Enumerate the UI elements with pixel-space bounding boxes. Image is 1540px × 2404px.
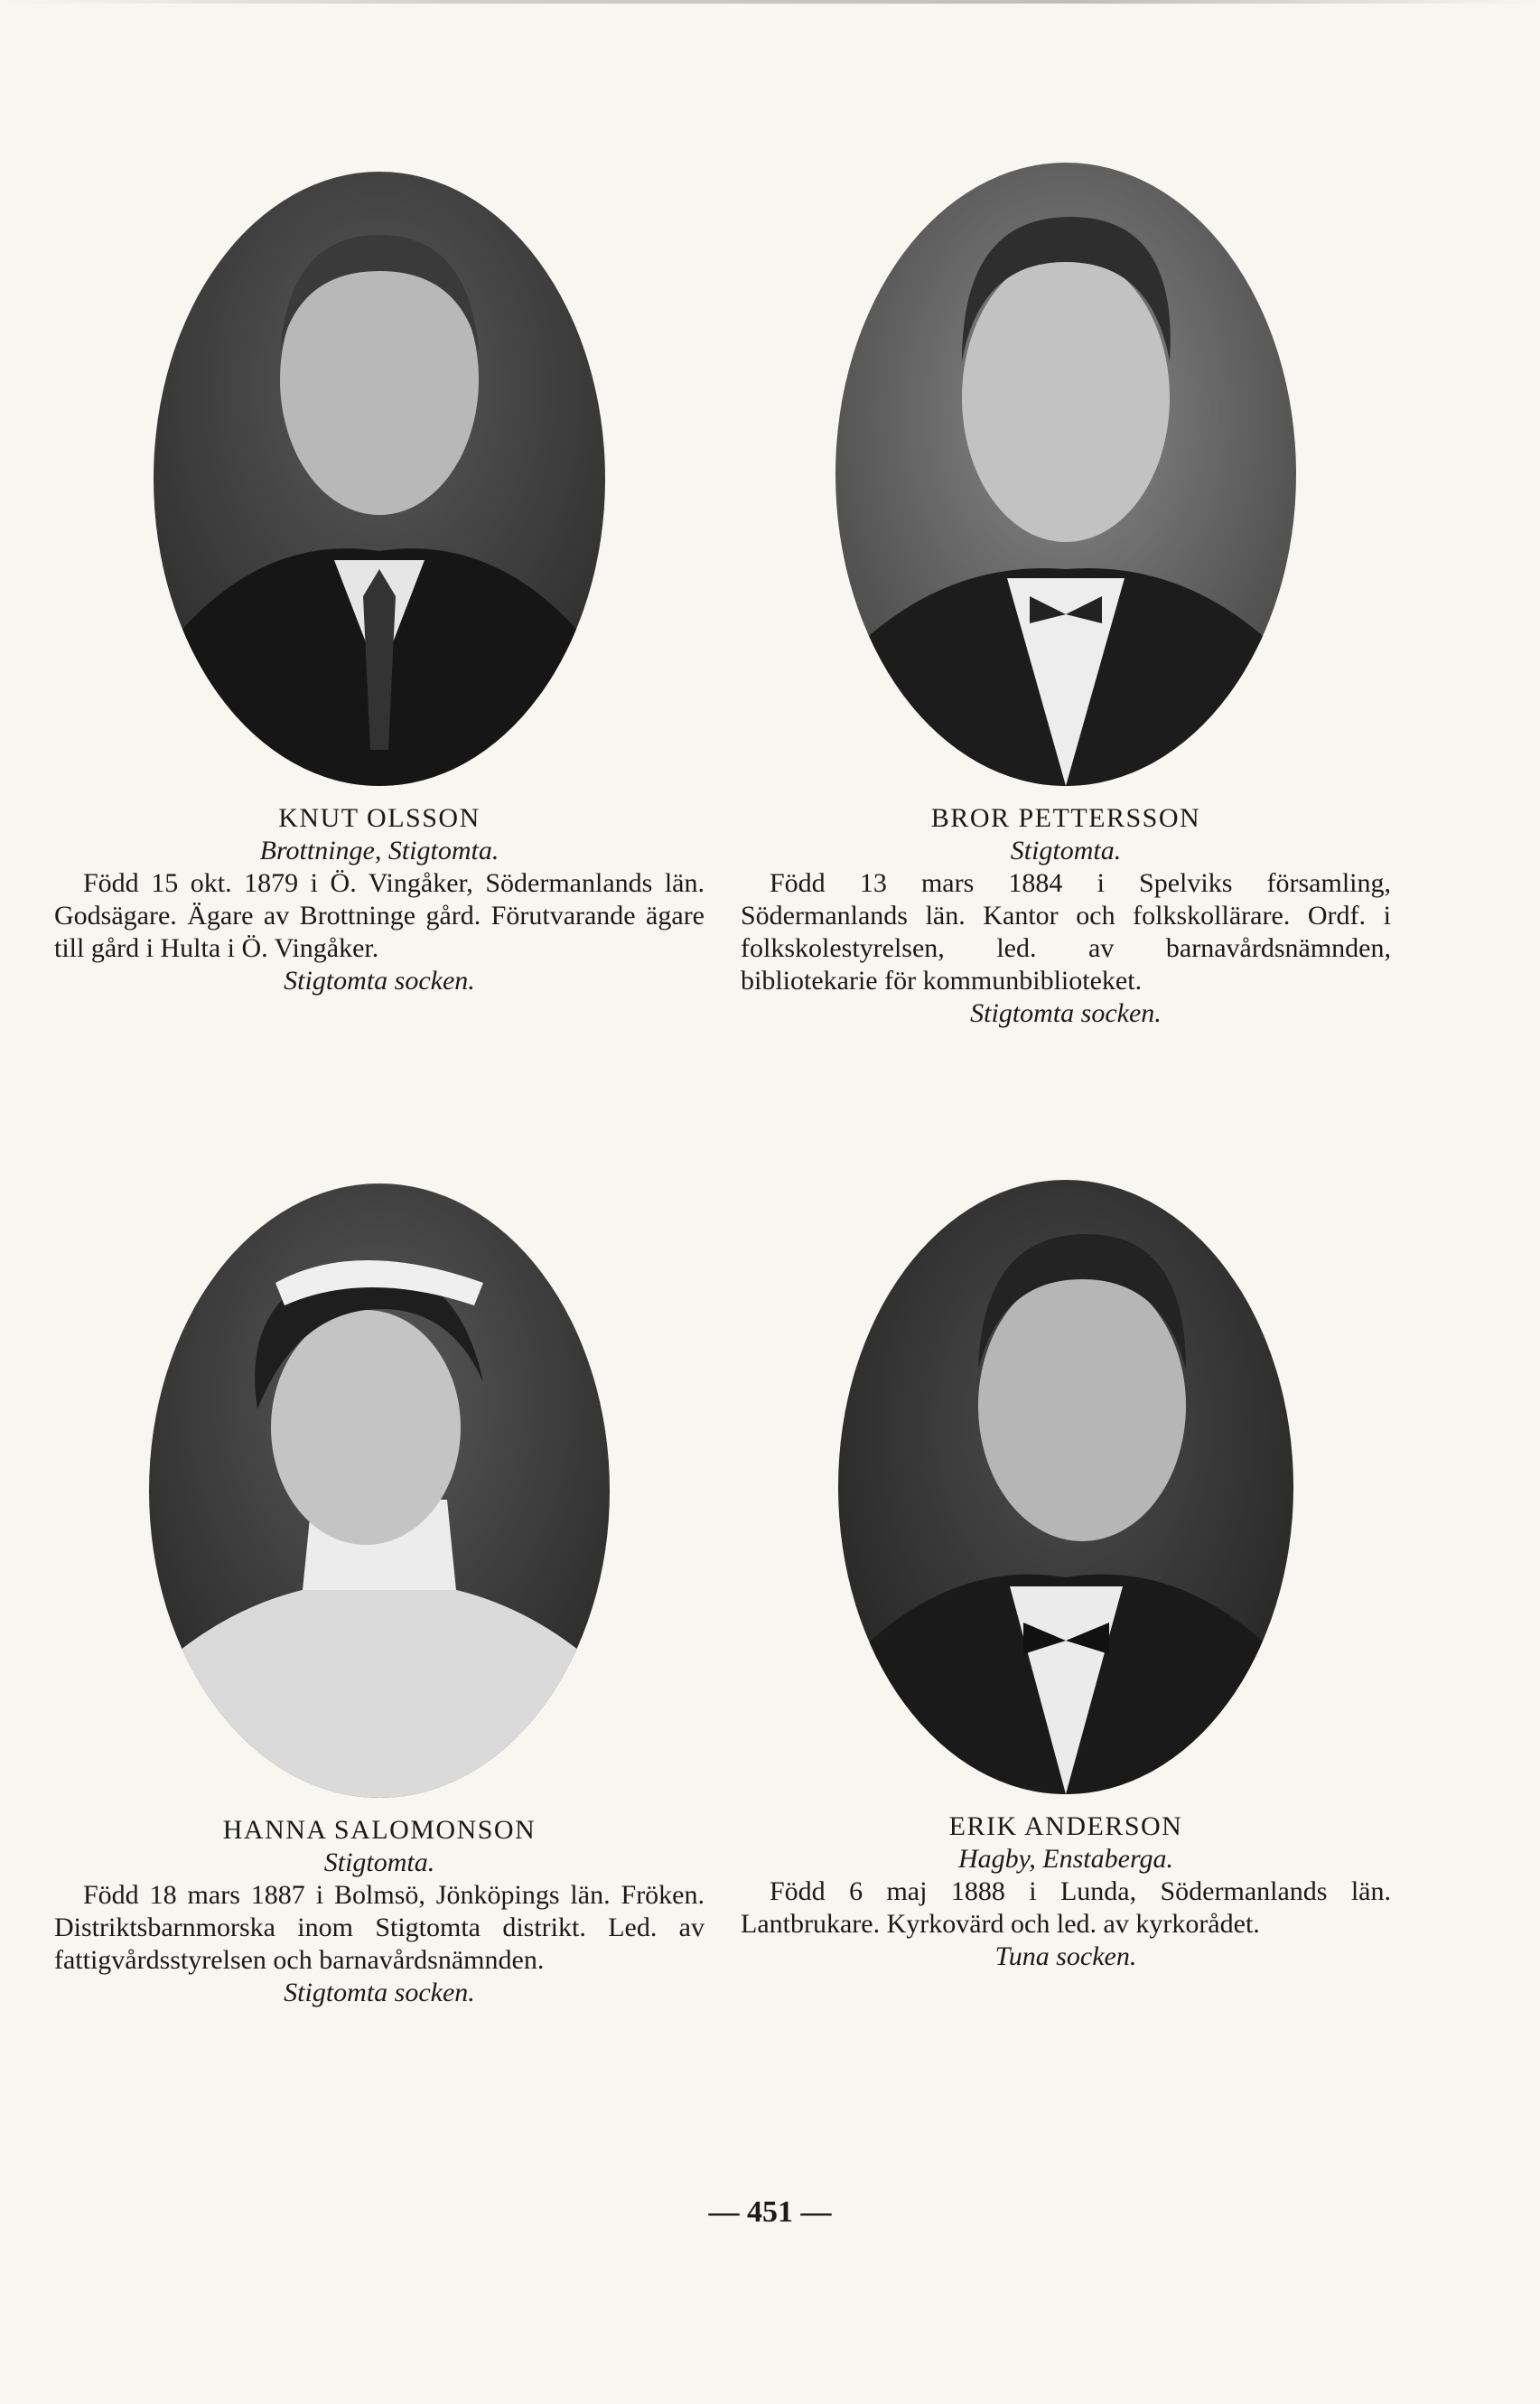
entry-caption (741, 1810, 1391, 1973)
parish: Stigtomta socken. (284, 1978, 475, 2007)
biography-entry (54, 1183, 705, 2009)
portrait-photo-man-bowtie (835, 163, 1296, 786)
entry-caption (54, 1814, 705, 2009)
biography-entry (741, 1180, 1391, 1973)
biography-text: Född 6 maj 1888 i Lunda, Södermanlands län. Lantbrukare. Kyrkovärd och led. av kyrkorådet. (741, 1876, 1391, 1939)
residence: Stigtomta. (323, 1847, 435, 1877)
residence: Hagby, Enstaberga. (957, 1844, 1174, 1874)
person-name: KNUT OLSSON (278, 803, 481, 833)
biography-entry (54, 172, 705, 997)
residence: Brottninge, Stigtomta. (259, 836, 499, 865)
parish: Stigtomta socken. (970, 998, 1162, 1028)
page-number: — 451 — (708, 2195, 832, 2229)
portrait-photo-woman-nurse (149, 1183, 610, 1798)
parish: Stigtomta socken. (284, 966, 475, 996)
portrait-photo-man-suit (154, 172, 605, 786)
biography-text: Född 15 okt. 1879 i Ö. Vingåker, Södermanlands län. Godsägare. Ägare av Brottninge gård. Förutvarande ägare till gård i Hulta i Ö. Vingåker. (54, 868, 705, 963)
top-edge-rule (0, 0, 1540, 4)
biography-text: Född 18 mars 1887 i Bolmsö, Jönköpings län. Fröken. Distriktsbarnmorska inom Stigtomta distrikt. Led. av fattigvårdsstyrelsen och barnavårdsnämnden. (54, 1880, 705, 1975)
entry-caption (54, 802, 705, 997)
residence: Stigtomta. (1010, 836, 1122, 865)
biography-entry (741, 163, 1391, 1030)
parish: Tuna socken. (994, 1941, 1137, 1971)
person-name: HANNA SALOMONSON (222, 1815, 537, 1845)
portrait-photo-man-bowtie-dark (838, 1180, 1294, 1794)
person-name: BROR PETTERSSON (930, 803, 1201, 833)
biography-text: Född 13 mars 1884 i Spelviks församling, Södermanlands län. Kantor och folkskollärare. Ordf. i folkskolestyrelsen, led. av barnavårdsnämnden, bibliotekarie för kommunbiblioteket. (741, 868, 1391, 996)
person-name: ERIK ANDERSON (948, 1811, 1183, 1841)
entry-caption (741, 802, 1391, 1030)
